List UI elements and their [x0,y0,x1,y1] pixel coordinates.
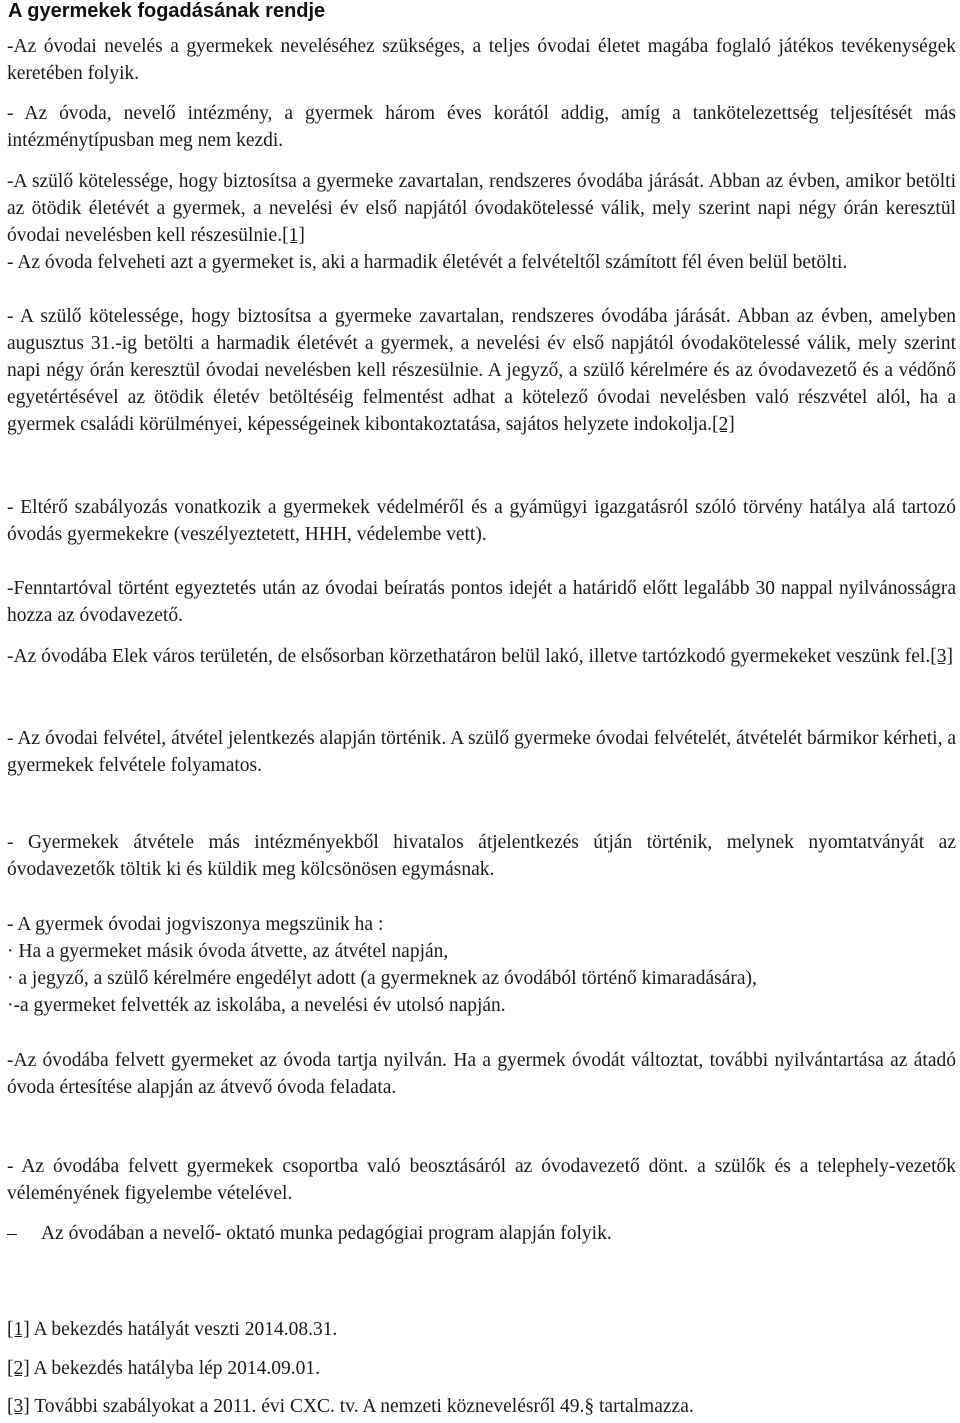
document-title: A gyermekek fogadásának rendje [8,0,326,22]
paragraph-8-text: -Az óvodába Elek város területén, de elsősorban körzethatáron belül lakó, illetve tartózkodó gyermekeket veszünk fel. [7,646,931,667]
paragraph-10: - Gyermekek átvétele más intézményekből hivatalos átjelentkezés útján történik, melynek nyomtatványát az óvodavezetők töltik ki és küldik meg kölcsönösen egymásnak. [7,832,956,880]
footnote-3 [7,1393,956,1420]
footnote-anchor-1[interactable]: [1] [7,1319,30,1340]
paragraph-6: - Eltérő szabályozás vonatkozik a gyermekek védelméről és a gyámügyi igazgatásról szóló törvény hatálya alá tartozó óvodás gyermekekre (veszélyeztetett, HHH, védelembe vett). [7,497,956,545]
footnote-link-3[interactable]: [3] [930,646,953,667]
footnote-2 [7,1355,956,1382]
paragraph-5-text: - A szülő kötelessége, hogy biztosítsa a gyermeke zavartalan, rendszeres óvodába járását. Abban az évben, amelyben augusztus 31.-ig betölti a harmadik életévét a gyermek, a nevelési év első napjától óvodakötelessé válik, mely szerint napi négy órán keresztül óvodai nevelésben kell részesülnie. A jegyző, a szülő kérelmére és az óvodavezető és a védőnő egyetértésével az ötödik életév betöltéséig felmentést adhat a kötelező óvodai nevelésben való részvétel alól, ha a gyermek családi körülményei, képességeinek kibontakoztatása, sajátos helyzete indokolja. [7,306,956,435]
paragraph-3 [7,168,956,249]
paragraph-3-text: -A szülő kötelessége, hogy biztosítsa a gyermeke zavartalan, rendszeres óvodába járását. Abban az évben, amikor betölti az ötödik életévét a gyermek, a nevelési év első napjától óvodakötelessé válik, mely szerint napi négy órán keresztül óvodai nevelésben kell részesülnie. [7,171,956,246]
footnote-link-1[interactable]: [1] [282,225,305,246]
paragraph-11-intro: - A gyermek óvodai jogviszonya megszünik ha : [7,914,384,935]
paragraph-2: - Az óvoda, nevelő intézmény, a gyermek három éves korától addig, amíg a tankötelezettség teljesítését más intézménytípusban meg nem kezdi. [7,103,956,151]
footnote-link-2[interactable]: [2] [712,414,735,435]
paragraph-8 [7,643,956,670]
dash-bullet: – [7,1223,17,1244]
paragraph-14-text: Az óvodában a nevelő- oktató munka pedagógiai program alapján folyik. [41,1223,612,1244]
paragraph-9: - Az óvodai felvétel, átvétel jelentkezés alapján történik. A szülő gyermeke óvodai felvételét, átvételét bármikor kérheti, a gyermekek felvétele folyamatos. [7,728,956,776]
footnote-2-text: A bekezdés hatályba lép 2014.09.01. [29,1358,321,1379]
paragraph-7: -Fenntartóval történt egyeztetés után az óvodai beíratás pontos idejét a határidő előtt legalább 30 nappal nyilvánosságra hozza az óvodavezető. [7,578,956,626]
footnote-anchor-2[interactable]: [2] [7,1358,30,1379]
list-item: ·-a gyermeket felvették az iskolába, a nevelési év utolsó napján. [7,995,506,1016]
paragraph-4: - Az óvoda felveheti azt a gyermeket is, aki a harmadik életévét a felvételtől számított fél éven belül betölti. [7,252,848,273]
paragraph-1: -Az óvodai nevelés a gyermekek neveléséhez szükséges, a teljes óvodai életet magába foglaló játékos tevékenységek keretében folyik. [7,36,956,84]
list-item: · Ha a gyermeket másik óvoda átvette, az átvétel napján, [7,941,449,962]
list-item: · a jegyző, a szülő kérelmére engedélyt adott (a gyermeknek az óvodából történő kimaradására), [7,968,757,989]
paragraph-5 [7,303,956,438]
footnote-anchor-3[interactable]: [3] [7,1396,30,1417]
paragraph-12: -Az óvodába felvett gyermeket az óvoda tartja nyilván. Ha a gyermek óvodát változtat, további nyilvántartása az átadó óvoda értesítése alapján az átvevő óvoda feladata. [7,1050,956,1098]
footnote-1 [7,1316,956,1343]
footnote-3-text: További szabályokat a 2011. évi CXC. tv. A nemzeti köznevelésről 49.§ tartalmazza. [29,1396,694,1417]
footnote-1-text: A bekezdés hatályát veszti 2014.08.31. [29,1319,338,1340]
paragraph-13: - Az óvodába felvett gyermekek csoportba való beosztásáról az óvodavezető dönt. a szülők és a telephely-vezetők véleményének figyelembe vételével. [7,1156,956,1204]
paragraph-14 [7,1220,956,1247]
